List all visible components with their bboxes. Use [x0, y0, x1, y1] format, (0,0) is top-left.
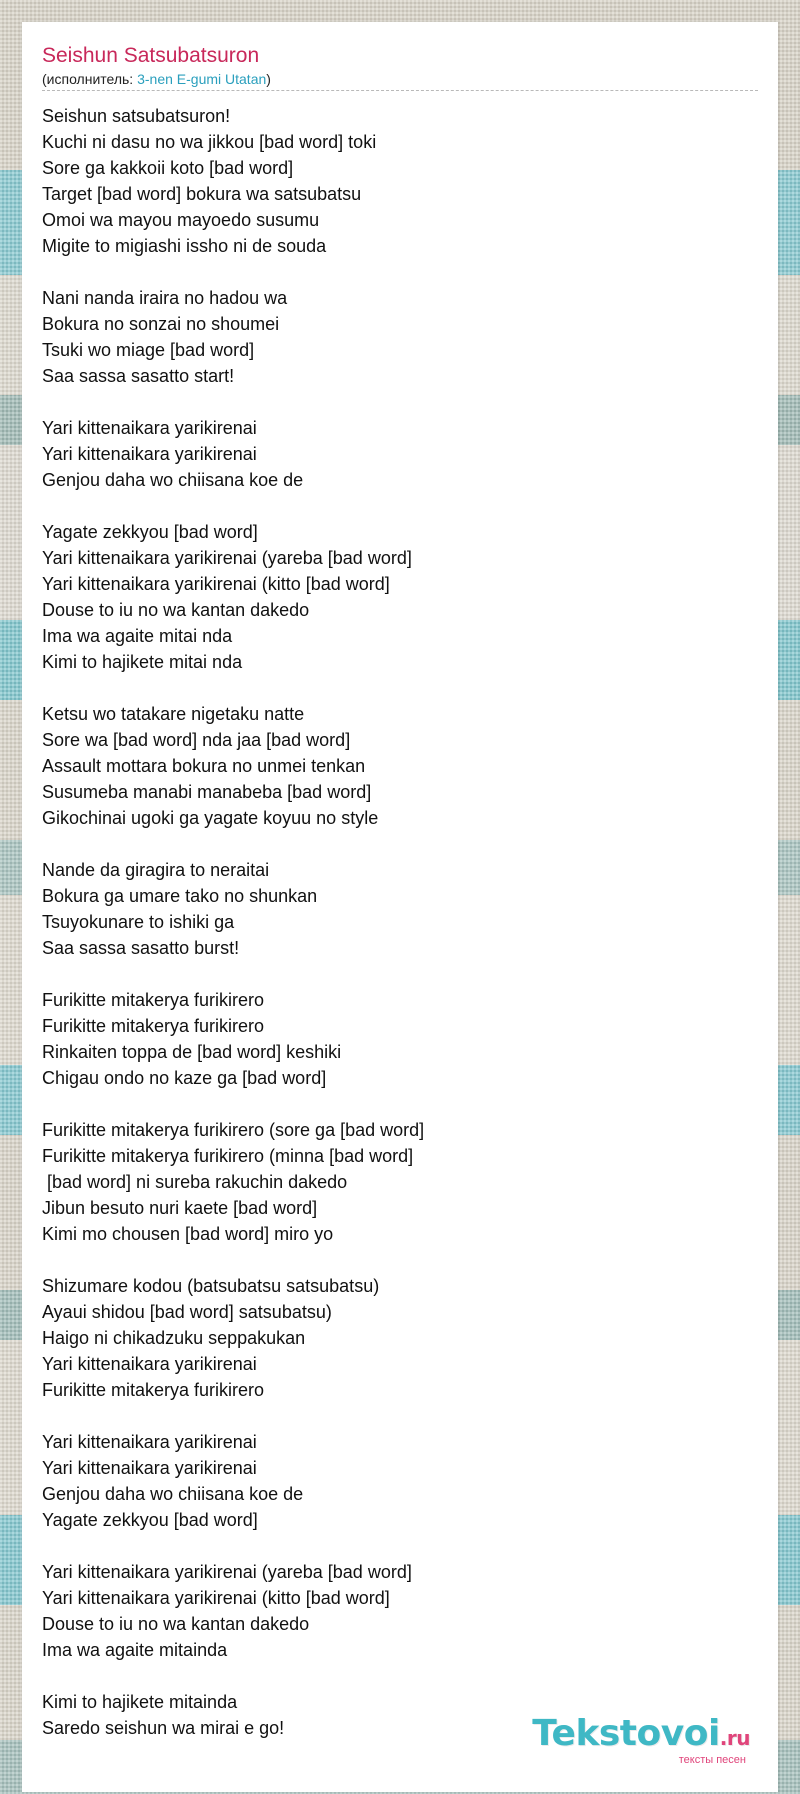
lyric-line: Yari kittenaikara yarikirenai (yareba [bad word]	[42, 548, 412, 568]
stanza-gap	[42, 1663, 758, 1689]
lyric-line: Ima wa agaite mitainda	[42, 1640, 228, 1660]
lyric-line: Bokura ga umare tako no shunkan	[42, 886, 318, 906]
artist-link[interactable]: 3-nen E-gumi Utatan	[137, 71, 267, 87]
lyric-line: Yari kittenaikara yarikirenai	[42, 418, 257, 438]
logo-tld: .ru	[719, 1726, 750, 1750]
stanza-gap	[42, 1091, 758, 1117]
lyric-line: Nande da giragira to neraitai	[42, 860, 270, 880]
lyric-line: Yari kittenaikara yarikirenai (yareba [bad word]	[42, 1562, 412, 1582]
lyric-line: Furikitte mitakerya furikirero (minna [bad word]	[42, 1146, 414, 1166]
lyric-line: Douse to iu no wa kantan dakedo	[42, 600, 310, 620]
lyric-line: Omoi wa mayou mayoedo susumu	[42, 210, 320, 230]
lyric-line: Genjou daha wo chiisana koe de	[42, 1484, 304, 1504]
logo-tagline: тексты песен	[678, 1754, 746, 1766]
lyric-line: Seishun satsubatsuron!	[42, 106, 231, 126]
lyric-line: Migite to migiashi issho ni de souda	[42, 236, 327, 256]
logo-name: Tekstovoi	[532, 1713, 720, 1754]
artist-line	[42, 70, 758, 88]
stanza-gap	[42, 1533, 758, 1559]
lyrics-body	[42, 103, 758, 1741]
lyric-line: Nani nanda iraira no hadou wa	[42, 288, 288, 308]
lyric-line: Tsuyokunare to ishiki ga	[42, 912, 235, 932]
lyric-line: Jibun besuto nuri kaete [bad word]	[42, 1198, 318, 1218]
stanza-gap	[42, 961, 758, 987]
stanza-gap	[42, 1247, 758, 1273]
stanza-gap	[42, 675, 758, 701]
lyric-line: Chigau ondo no kaze ga [bad word]	[42, 1068, 327, 1088]
lyric-line: Yari kittenaikara yarikirenai	[42, 1458, 257, 1478]
lyric-line: Yagate zekkyou [bad word]	[42, 522, 258, 542]
lyric-line: Saredo seishun wa mirai e go!	[42, 1718, 285, 1738]
lyric-line: Kimi to hajikete mitainda	[42, 1692, 238, 1712]
stanza-gap	[42, 259, 758, 285]
site-logo[interactable]	[532, 1713, 750, 1766]
lyric-line: Yari kittenaikara yarikirenai	[42, 1354, 257, 1374]
lyric-line: Yari kittenaikara yarikirenai	[42, 444, 257, 464]
artist-prefix: (исполнитель:	[42, 71, 138, 87]
lyric-line: Susumeba manabi manabeba [bad word]	[42, 782, 372, 802]
lyric-line: Sore ga kakkoii koto [bad word]	[42, 158, 294, 178]
lyric-line: Kimi to hajikete mitai nda	[42, 652, 243, 672]
stanza-gap	[42, 1403, 758, 1429]
lyric-line: Yari kittenaikara yarikirenai (kitto [bad word]	[42, 574, 390, 594]
lyric-line: Gikochinai ugoki ga yagate koyuu no style	[42, 808, 379, 828]
lyric-line: Yari kittenaikara yarikirenai	[42, 1432, 257, 1452]
lyric-line: Saa sassa sasatto burst!	[42, 938, 240, 958]
stanza-gap	[42, 389, 758, 415]
logo-wordmark	[532, 1713, 750, 1756]
lyric-line: Target [bad word] bokura wa satsubatsu	[42, 184, 362, 204]
lyric-line: Bokura no sonzai no shoumei	[42, 314, 280, 334]
lyric-line: Genjou daha wo chiisana koe de	[42, 470, 304, 490]
stanza-gap	[42, 493, 758, 519]
lyric-line: [bad word] ni sureba rakuchin dakedo	[42, 1172, 348, 1192]
lyric-line: Furikitte mitakerya furikirero	[42, 1016, 265, 1036]
lyric-line: Ketsu wo tatakare nigetaku natte	[42, 704, 305, 724]
song-title: Seishun Satsubatsuron	[42, 44, 260, 67]
lyric-line: Yari kittenaikara yarikirenai (kitto [bad word]	[42, 1588, 390, 1608]
lyric-line: Furikitte mitakerya furikirero	[42, 1380, 265, 1400]
song-header	[42, 42, 758, 91]
lyric-line: Furikitte mitakerya furikirero	[42, 990, 265, 1010]
lyrics-card	[22, 22, 778, 1792]
artist-suffix: )	[266, 71, 271, 87]
lyric-line: Assault mottara bokura no unmei tenkan	[42, 756, 366, 776]
lyric-line: Furikitte mitakerya furikirero (sore ga [bad word]	[42, 1120, 425, 1140]
lyric-line: Tsuki wo miage [bad word]	[42, 340, 255, 360]
lyric-line: Douse to iu no wa kantan dakedo	[42, 1614, 310, 1634]
lyric-line: Ayaui shidou [bad word] satsubatsu)	[42, 1302, 332, 1322]
lyric-line: Haigo ni chikadzuku seppakukan	[42, 1328, 306, 1348]
lyric-line: Kimi mo chousen [bad word] miro yo	[42, 1224, 334, 1244]
lyric-line: Rinkaiten toppa de [bad word] keshiki	[42, 1042, 342, 1062]
lyric-line: Shizumare kodou (batsubatsu satsubatsu)	[42, 1276, 380, 1296]
lyric-line: Ima wa agaite mitai nda	[42, 626, 233, 646]
lyric-line: Kuchi ni dasu no wa jikkou [bad word] toki	[42, 132, 377, 152]
lyric-line: Sore wa [bad word] nda jaa [bad word]	[42, 730, 351, 750]
lyric-line: Yagate zekkyou [bad word]	[42, 1510, 258, 1530]
stanza-gap	[42, 831, 758, 857]
lyric-line: Saa sassa sasatto start!	[42, 366, 235, 386]
